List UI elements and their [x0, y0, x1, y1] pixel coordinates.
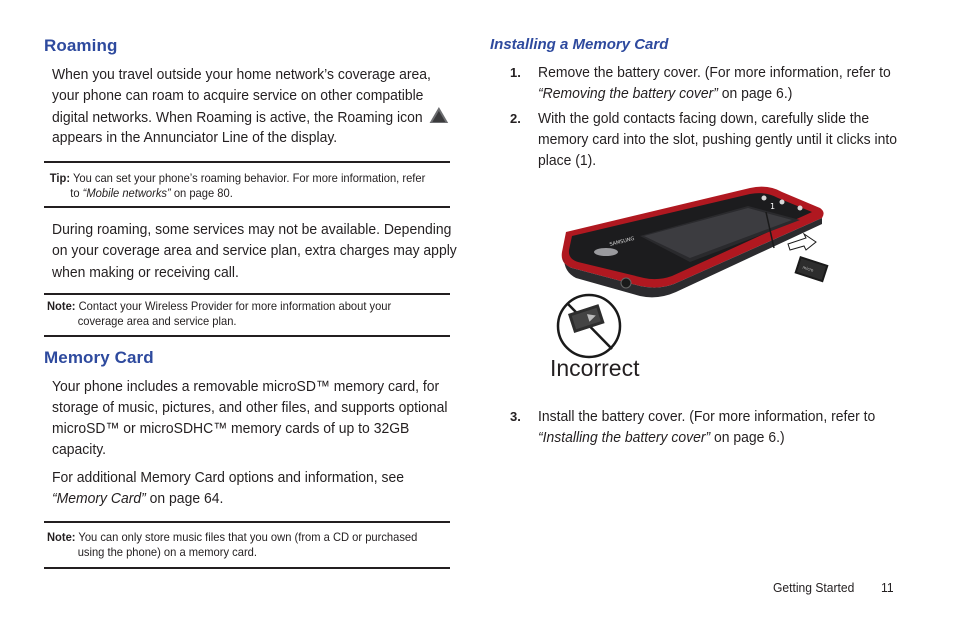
- installing-heading: Installing a Memory Card: [490, 36, 669, 53]
- incorrect-caption: Incorrect: [550, 355, 640, 381]
- note-text: coverage area and service plan.: [77, 314, 237, 328]
- memory-line: microSD™ or microSDHC™ memory cards of up to 32GB: [52, 420, 410, 437]
- step-number: 2.: [510, 111, 521, 126]
- options-line: For additional Memory Card options and information, see: [52, 469, 405, 486]
- memory-line: capacity.: [52, 441, 107, 458]
- note-box-provider: [44, 293, 450, 337]
- options-line: [52, 488, 223, 509]
- options-line-text: on page 64.: [145, 490, 224, 507]
- note-text: using the phone) on a memory card.: [77, 545, 257, 559]
- memory-line: Your phone includes a removable microSD™ memory card, for: [52, 378, 440, 395]
- services-line: when making or receiving call.: [52, 264, 239, 281]
- step-number: 1.: [510, 65, 521, 80]
- step-text: [538, 108, 901, 171]
- roaming-heading: Roaming: [44, 36, 118, 55]
- footer-page-number: 11: [881, 580, 894, 595]
- services-line: on your coverage area and service plan, extra charges may apply: [52, 242, 457, 259]
- note-text: You can only store music files that you own (from a CD or purchased: [75, 530, 418, 544]
- note-label: Note:: [47, 530, 76, 544]
- tip-text: on page 80.: [170, 186, 233, 200]
- tip-box: [44, 161, 450, 208]
- installing-battery-cover-link[interactable]: “Installing the battery cover”: [538, 429, 711, 446]
- phone-illustration-svg: [554, 184, 844, 359]
- step-text-line: Install the battery cover. (For more information, refer to: [538, 408, 876, 425]
- memory-card-icon: [794, 256, 828, 282]
- note-box-music: [44, 521, 450, 569]
- memory-card-heading: Memory Card: [44, 348, 154, 367]
- note-label: Note:: [47, 299, 76, 313]
- tip-text: to: [70, 186, 83, 200]
- figure-callout-1: 1: [770, 202, 776, 211]
- phone-brand-text: SAMSUNG: [609, 235, 636, 248]
- step-number: 3.: [510, 409, 521, 424]
- step-text-line: memory card into the slot, pushing gently until it clicks into: [538, 131, 897, 148]
- footer-section-title: Getting Started: [773, 580, 855, 595]
- roaming-line: your phone can roam to acquire service on other compatible: [52, 87, 424, 104]
- memory-card-link[interactable]: “Memory Card”: [52, 490, 146, 507]
- tip-text: You can set your phone’s roaming behavior. For more information, refer: [70, 171, 426, 185]
- step-text-line: Remove the battery cover. (For more information, refer to: [538, 64, 891, 81]
- roaming-icon: [428, 106, 448, 130]
- phone-illustration: [554, 184, 844, 364]
- step-text-line: place (1).: [538, 152, 597, 169]
- step-text-line: With the gold contacts facing down, carefully slide the: [538, 110, 870, 127]
- tip-label: Tip:: [49, 171, 71, 185]
- memory-line: storage of music, pictures, and other files, and supports optional: [52, 399, 448, 416]
- removing-battery-cover-link[interactable]: “Removing the battery cover”: [538, 85, 718, 102]
- step-text-line: on page 6.): [717, 85, 793, 102]
- svg-text:micro: micro: [801, 264, 815, 273]
- step-text: [538, 62, 901, 104]
- roaming-line: appears in the Annunciator Line of the display.: [52, 129, 338, 146]
- services-line: During roaming, some services may not be available. Depending: [52, 221, 452, 238]
- roaming-line-text: digital networks. When Roaming is active, the Roaming icon: [52, 109, 423, 126]
- step-text: [538, 406, 901, 448]
- roaming-line: When you travel outside your home network’s coverage area,: [52, 66, 431, 83]
- note-text: Contact your Wireless Provider for more information about your: [75, 299, 392, 313]
- tip-reference: “Mobile networks”: [82, 186, 171, 200]
- step-text-line: on page 6.): [710, 429, 785, 446]
